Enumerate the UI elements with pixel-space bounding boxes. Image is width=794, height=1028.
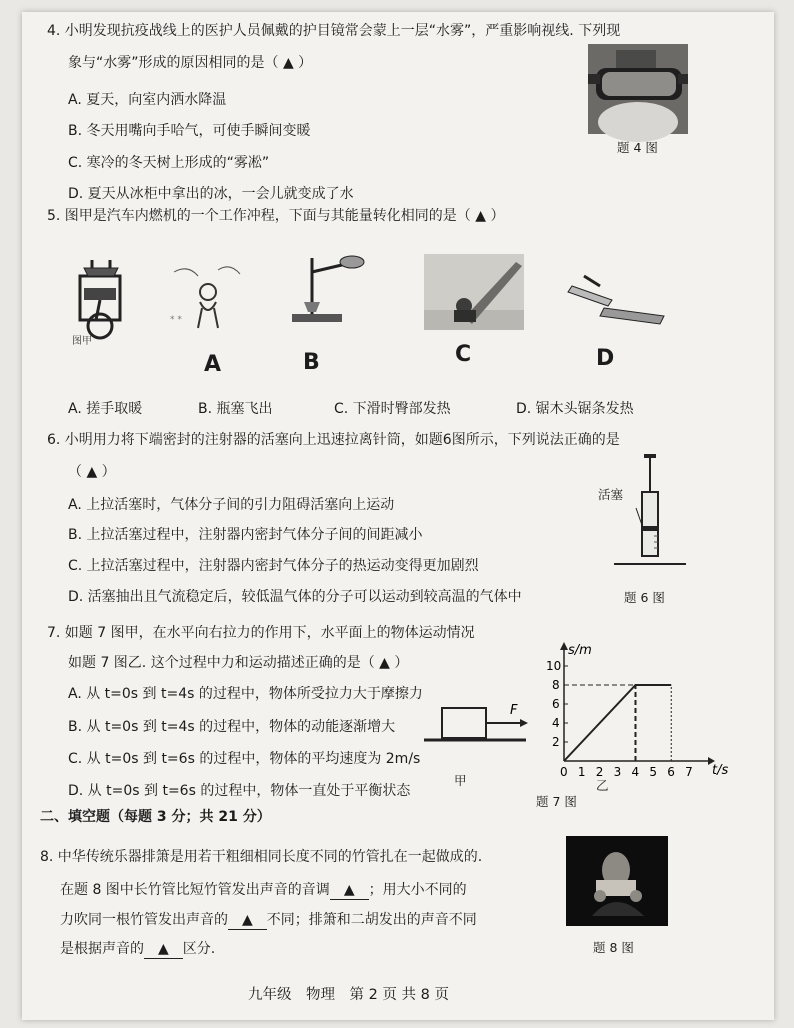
q6-caption: 题 6 图 xyxy=(624,590,665,605)
q7-caption: 题 7 图 xyxy=(536,794,577,809)
q4-option-c: C. 寒冷的冬天树上形成的“雾凇” xyxy=(68,155,270,171)
q4-stem-line2: 象与“水雾”形成的原因相同的是（ ▲ ） xyxy=(68,55,313,71)
y-tick-label: 10 xyxy=(546,659,562,673)
q4-option-d: D. 夏天从冰柜中拿出的冰，一会儿就变成了水 xyxy=(68,186,354,202)
q6-option-d: D. 活塞抽出且气流稳定后，较低温气体的分子可以运动到较高温的气体中 xyxy=(68,589,522,605)
goggles-photo xyxy=(588,44,688,134)
y-axis-label: s/m xyxy=(568,643,592,658)
q8-line2-post: ；用大小不同的 xyxy=(368,882,467,898)
q4-option-a: A. 夏天，向室内洒水降温 xyxy=(68,92,227,108)
q5-option-a: A. 搓手取暖 xyxy=(68,401,143,417)
x-tick-label: 1 xyxy=(577,765,586,779)
y-tick-label: 8 xyxy=(552,678,560,692)
page-footer: 九年级 物理 第 2 页 共 8 页 xyxy=(248,987,449,1003)
x-tick-label: 6 xyxy=(667,765,675,779)
fig-jia-caption: 甲 xyxy=(454,773,467,788)
q6-stem-line2: （ ▲ ） xyxy=(68,464,116,480)
q7-option-d: D. 从 t=0s 到 t=6s 的过程中，物体一直处于平衡状态 xyxy=(68,783,411,799)
q5-letter-b: B xyxy=(303,350,320,375)
x-tick-label: 2 xyxy=(595,765,604,779)
q4-caption: 题 4 图 xyxy=(617,140,658,155)
q7-stem-line2: 如题 7 图乙. 这个过程中力和运动描述正确的是（ ▲ ） xyxy=(68,655,409,671)
y-tick-label: 4 xyxy=(552,716,560,730)
q5-letter-d: D xyxy=(596,346,615,371)
x-tick-label: 4 xyxy=(631,765,640,779)
section-2-title: 二、填空题（每题 3 分；共 21 分） xyxy=(40,809,271,825)
x-tick-label: 7 xyxy=(685,765,693,779)
saw-figure xyxy=(564,266,668,330)
q6-stem-line1: 6. 小明用力将下端密封的注射器的活塞向上迅速拉离针筒，如题6图所示，下列说法正确的是 xyxy=(47,432,620,448)
q4-stem-line1: 4. 小明发现抗疫战线上的医护人员佩戴的护目镜常会蒙上一层“水雾”，严重影响视线. 下列现 xyxy=(47,23,621,39)
q5-option-c: C. 下滑时臀部发热 xyxy=(334,401,451,417)
q6-option-a: A. 上拉活塞时，气体分子间的引力阻碍活塞向上运动 xyxy=(68,497,395,513)
q8-line4-pre: 是根据声音的 xyxy=(60,941,144,957)
q7-option-b: B. 从 t=0s 到 t=4s 的过程中，物体的动能逐渐增大 xyxy=(68,719,396,735)
q6-option-b: B. 上拉活塞过程中，注射器内密封气体分子间的间距减小 xyxy=(68,527,423,543)
q8-line2 xyxy=(60,881,467,900)
q8-line1: 8. 中华传统乐器排箫是用若干粗细相同长度不同的竹管扎在一起做成的. xyxy=(40,849,483,865)
fig-yi-caption: 乙 xyxy=(596,778,609,793)
q8-line4 xyxy=(60,940,215,959)
x-tick-label: 0 xyxy=(560,765,568,779)
x-tick-label: 5 xyxy=(649,765,658,779)
syringe-figure xyxy=(610,452,688,572)
q5-stem: 5. 图甲是汽车内燃机的一个工作冲程，下面与其能量转化相同的是（ ▲ ） xyxy=(47,208,505,224)
q5-option-d: D. 锯木头锯条发热 xyxy=(516,401,634,417)
q8-line2-pre: 在题 8 图中长竹管比短竹管发出声音的音调 xyxy=(60,882,330,898)
engine-stroke-figure xyxy=(70,258,132,348)
q8-blank-2[interactable]: ▲ xyxy=(228,911,267,930)
q5-option-b: B. 瓶塞飞出 xyxy=(198,401,273,417)
q8-caption: 题 8 图 xyxy=(593,940,634,955)
y-tick-label: 2 xyxy=(552,735,560,749)
slide-photo xyxy=(424,254,524,330)
series-line xyxy=(564,685,671,761)
block-force-figure xyxy=(420,690,530,750)
svg-text:* *: * * xyxy=(170,315,182,325)
q5-letter-a: A xyxy=(204,352,222,377)
q8-line3-post: 不同；排箫和二胡发出的声音不同 xyxy=(266,912,477,928)
q7-stem-line1: 7. 如题 7 图甲，在水平向右拉力的作用下，水平面上的物体运动情况 xyxy=(47,625,475,641)
q6-option-c: C. 上拉活塞过程中，注射器内密封气体分子的热运动变得更加剧烈 xyxy=(68,558,479,574)
panpipe-photo xyxy=(566,836,668,926)
s-t-chart xyxy=(536,626,729,784)
q7-option-c: C. 从 t=0s 到 t=6s 的过程中，物体的平均速度为 2m/s xyxy=(68,751,421,767)
y-tick-label: 6 xyxy=(552,697,560,711)
syringe-piston-label: 活塞 xyxy=(598,487,624,502)
test-tube-figure xyxy=(282,248,374,330)
x-axis-label: t/s xyxy=(712,763,729,778)
q4-option-b: B. 冬天用嘴向手哈气，可使手瞬间变暖 xyxy=(68,123,311,139)
q8-blank-1[interactable]: ▲ xyxy=(330,881,369,900)
q8-line4-post: 区分. xyxy=(182,941,216,957)
y-axis-arrow xyxy=(560,642,568,650)
q7-option-a: A. 从 t=0s 到 t=4s 的过程中，物体所受拉力大于摩擦力 xyxy=(68,686,423,702)
force-f-label: F xyxy=(510,703,518,718)
q8-line3-pre: 力吹同一根竹管发出声音的 xyxy=(60,912,228,928)
q8-blank-3[interactable]: ▲ xyxy=(144,940,183,959)
rubbing-hands-figure xyxy=(168,262,244,332)
q5-letter-c: C xyxy=(455,342,472,367)
q8-line3 xyxy=(60,911,477,930)
fig-jia-label: 图甲 xyxy=(72,336,92,347)
x-tick-label: 3 xyxy=(613,765,622,779)
